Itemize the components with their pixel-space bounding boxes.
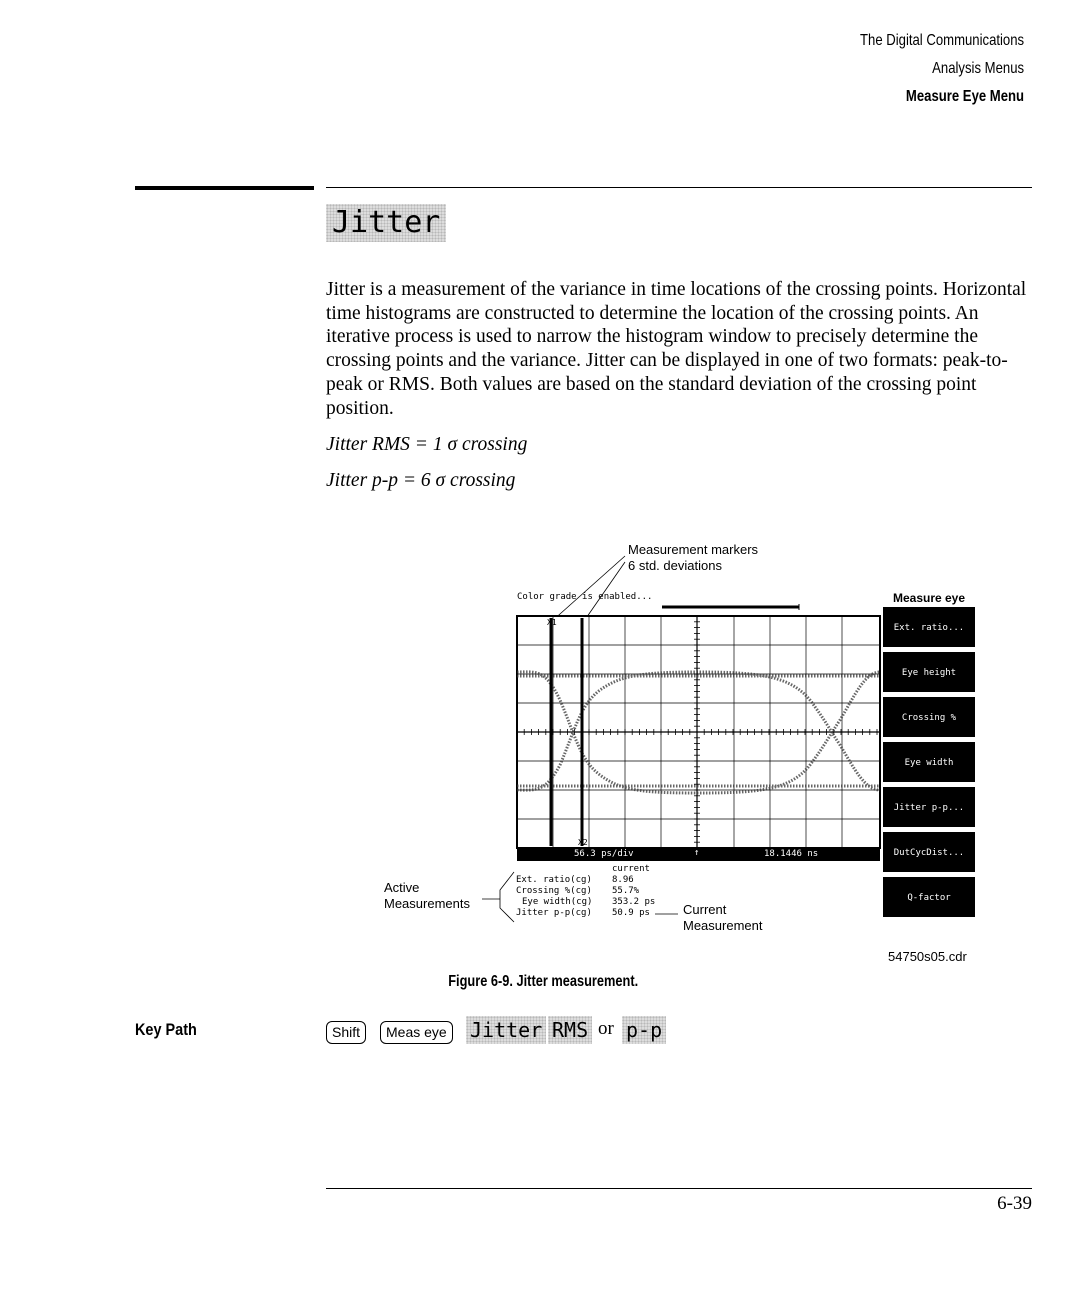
section-title: Jitter — [326, 204, 446, 242]
key-path-or: or — [598, 1018, 614, 1039]
measurement-name: Eye width(cg) — [522, 897, 593, 907]
hardkey-shift[interactable]: Shift — [326, 1021, 366, 1044]
page-number: 6-39 — [997, 1193, 1032, 1214]
section-rule-thick — [135, 186, 314, 190]
section-rule-thin — [326, 187, 1032, 188]
marker-x1-label: X1 — [547, 618, 557, 627]
measurement-name: Jitter p-p(cg) — [516, 908, 592, 918]
measurement-name: Crossing %(cg) — [516, 886, 592, 896]
header-line-2: Analysis Menus — [932, 60, 1024, 77]
annotation-markers-line1: Measurement markers — [628, 542, 759, 557]
softkey-pp-key[interactable]: p-p — [622, 1016, 666, 1044]
trigger-arrow-icon: ↑ — [694, 848, 700, 858]
body-paragraph: Jitter is a measurement of the variance in time locations of the crossing points. Horizontal time histograms are constructed to determine the location of the crossing points. An iterative process is used to narrow the histogram window to precisely determine the crossing points and the variance. Jitter can be displayed in one of two formats: peak-to-peak or RMS. Both values are based on the standard deviation of the crossing point position. — [326, 279, 1027, 419]
measurement-value: 50.9 ps — [612, 908, 650, 918]
figure-filename: 54750s05.cdr — [888, 949, 967, 964]
annotation-current-line2: Measurement — [683, 918, 763, 933]
current-header: current — [612, 864, 650, 874]
active-bracket — [500, 872, 514, 922]
header-line-3: Measure Eye Menu — [905, 88, 1024, 105]
measurement-value: 353.2 ps — [612, 897, 656, 907]
annotation-current-line1: Current — [683, 902, 727, 917]
figure-caption: Figure 6-9. Jitter measurement. — [448, 973, 639, 990]
formula-pp: Jitter p-p = 6 σ crossing — [326, 470, 516, 491]
softkey-duty-cycle[interactable]: DutCycDist... — [883, 832, 975, 872]
softkey-jitter[interactable]: Jitter p-p... — [883, 787, 975, 827]
annotation-active-line1: Active — [384, 880, 420, 895]
marker-x2-label: X2 — [578, 838, 588, 847]
header-line-1: The Digital Communications — [859, 32, 1024, 49]
measurement-name: Ext. ratio(cg) — [516, 875, 592, 885]
softkey-eye-width[interactable]: Eye width — [883, 742, 975, 782]
status-line: Color grade is enabled... — [517, 592, 653, 602]
hardkey-meas-eye[interactable]: Meas eye — [380, 1021, 453, 1044]
formula-rms: Jitter RMS = 1 σ crossing — [326, 434, 528, 455]
key-path-label: Key Path — [135, 1020, 197, 1039]
delay-readout: 18.1446 ns — [764, 849, 819, 859]
softkey-ext-ratio[interactable]: Ext. ratio... — [883, 607, 975, 647]
marker-leader-1 — [551, 556, 625, 622]
measurement-value: 55.7% — [612, 886, 640, 896]
softkey-q-factor[interactable]: Q-factor — [883, 877, 975, 917]
softkey-eye-height[interactable]: Eye height — [883, 652, 975, 692]
softkey-rms-key[interactable]: RMS — [548, 1016, 592, 1044]
annotation-active-line2: Measurements — [384, 896, 470, 911]
timebase-readout: 56.3 ps/div — [574, 849, 634, 859]
measurement-value: 8.96 — [612, 875, 634, 885]
annotation-markers-line2: 6 std. deviations — [628, 558, 722, 573]
softkey-menu-title: Measure eye — [892, 591, 966, 605]
softkey-jitter-key[interactable]: Jitter — [466, 1016, 546, 1044]
footer-rule — [326, 1188, 1032, 1189]
softkey-crossing[interactable]: Crossing % — [883, 697, 975, 737]
